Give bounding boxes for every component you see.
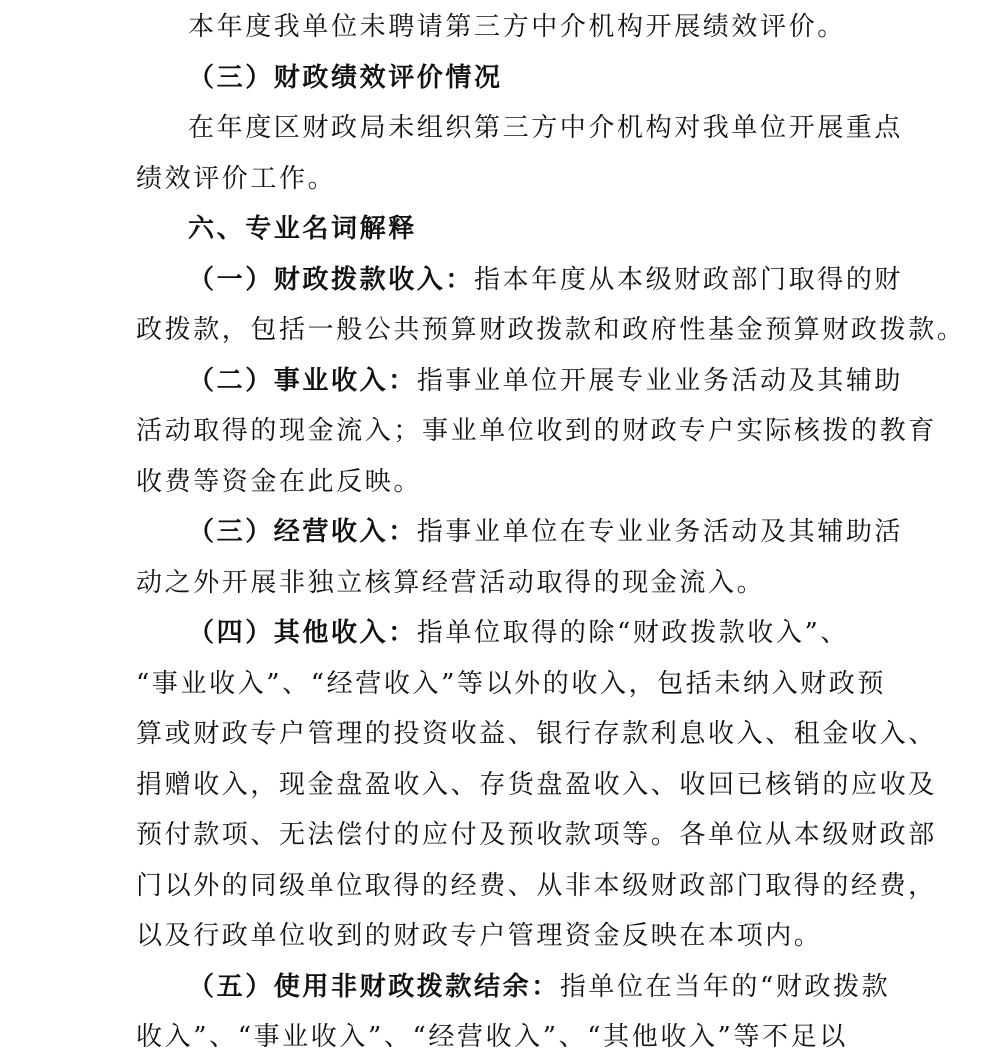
definition-text: 指事业单位开展专业业务活动及其辅助 [416, 366, 904, 396]
definition-term: （三）经营收入： [188, 517, 417, 547]
paragraph-line: 绩效评价工作。 [136, 164, 337, 194]
definition-text: 指单位在当年的“财政拨款 [559, 972, 891, 1002]
definition-line [188, 970, 890, 1004]
definition-line [188, 616, 849, 650]
definition-line [188, 263, 903, 297]
paragraph-line: “事业收入”、“经营收入”等以外的收入，包括未纳入财政预 [136, 669, 886, 699]
paragraph-line: 门以外的同级单位取得的经费、从非本级财政部门取得的经费， [136, 871, 937, 901]
definition-term: （二）事业收入： [188, 366, 417, 396]
paragraph-line: 本年度我单位未聘请第三方中介机构开展绩效评价。 [188, 12, 846, 42]
paragraph-line: 政拨款，包括一般公共预算财政拨款和政府性基金预算财政拨款。 [136, 315, 966, 345]
paragraph-line: 动之外开展非独立核算经营活动取得的现金流入。 [136, 568, 766, 598]
paragraph-line: 捐赠收入，现金盘盈收入、存货盘盈收入、收回已核销的应收及 [136, 770, 937, 800]
paragraph-line: 在年度区财政局未组织第三方中介机构对我单位开展重点 [188, 113, 904, 143]
paragraph-line: 收费等资金在此反映。 [136, 467, 423, 497]
definition-term: （四）其他收入： [188, 618, 417, 648]
paragraph-line: 算或财政专户管理的投资收益、银行存款利息收入、租金收入、 [136, 719, 937, 749]
definition-term: （一）财政拨款收入： [188, 265, 475, 295]
definition-line [188, 515, 903, 549]
paragraph-line: 活动取得的现金流入；事业单位收到的财政专户实际核拨的教育 [136, 416, 937, 446]
section-heading: 六、专业名词解释 [188, 214, 417, 244]
definition-text: 指本年度从本级财政部门取得的财 [474, 265, 904, 295]
definition-line [188, 364, 903, 398]
section-heading: （三）财政绩效评价情况 [188, 63, 503, 93]
paragraph-line: 收入”、“事业收入”、“经营收入”、“其他收入”等不足以 [136, 1022, 848, 1052]
paragraph-line: 预付款项、无法偿付的应付及预收款项等。各单位从本级财政部 [136, 820, 937, 850]
definition-term: （五）使用非财政拨款结余： [188, 972, 560, 1002]
definition-text: 指单位取得的除“财政拨款收入”、 [416, 618, 849, 648]
definition-text: 指事业单位在专业业务活动及其辅助活 [416, 517, 904, 547]
paragraph-line: 以及行政单位收到的财政专户管理资金反映在本项内。 [136, 921, 823, 951]
